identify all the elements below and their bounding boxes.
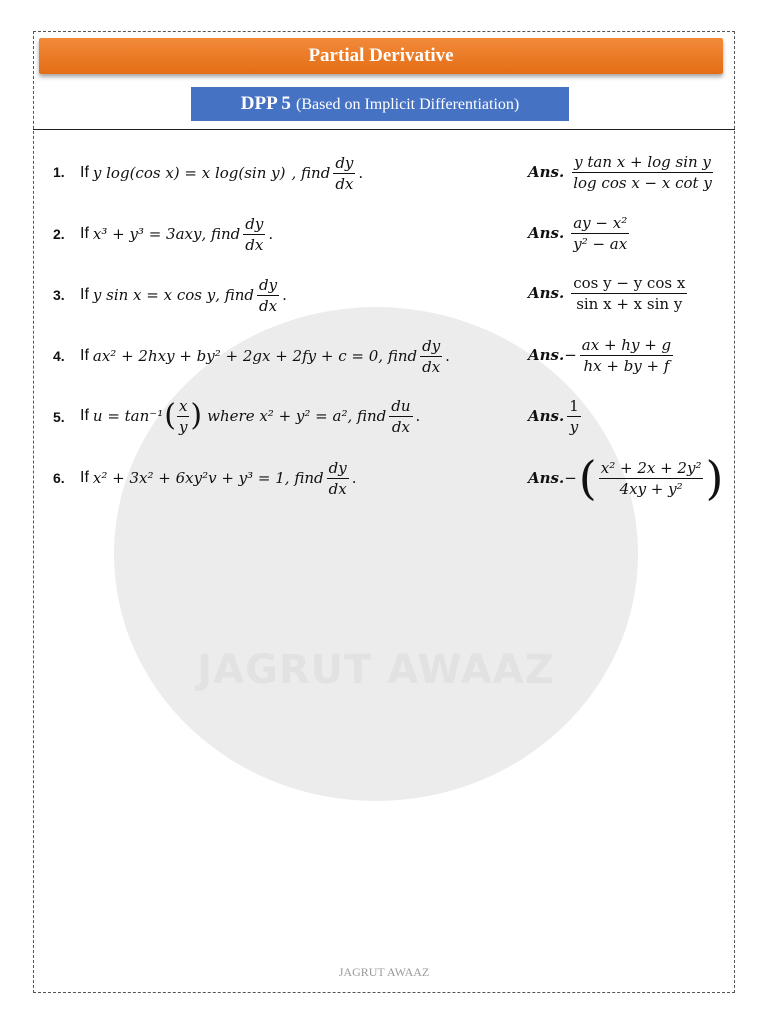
derivative-fraction bbox=[243, 215, 265, 254]
answer-label: Ans. bbox=[528, 284, 565, 302]
equation: x³ + y³ = 3axy bbox=[92, 225, 202, 243]
answer-3 bbox=[528, 270, 690, 316]
answer-4 bbox=[528, 332, 676, 378]
question-number: 3. bbox=[53, 287, 65, 303]
question-1 bbox=[80, 151, 363, 195]
question-4 bbox=[80, 334, 450, 378]
fraction-numerator: du bbox=[391, 396, 411, 415]
answer-fraction bbox=[571, 153, 714, 192]
answer-1 bbox=[528, 149, 717, 195]
fraction-numerator: dy bbox=[422, 336, 441, 355]
answer-label: Ans. bbox=[528, 407, 565, 425]
period: . bbox=[351, 469, 357, 487]
fraction-denominator: dx bbox=[245, 235, 264, 254]
fraction-numerator: x bbox=[178, 396, 188, 415]
answer-label: Ans. bbox=[528, 163, 565, 181]
question-5 bbox=[80, 393, 420, 439]
fraction-numerator: dy bbox=[259, 275, 278, 294]
question-3 bbox=[80, 273, 287, 317]
fraction-denominator: y bbox=[569, 417, 579, 436]
answer-5 bbox=[528, 393, 584, 439]
fraction-denominator: dx bbox=[328, 479, 347, 498]
fraction-denominator: dx bbox=[259, 296, 278, 315]
question-number: 2. bbox=[53, 226, 65, 242]
if-label: If bbox=[80, 225, 89, 242]
answer-6 bbox=[528, 452, 725, 504]
answer-2 bbox=[528, 210, 632, 256]
find-label: , find bbox=[215, 286, 255, 304]
right-paren: ) bbox=[705, 451, 724, 505]
question-number: 5. bbox=[53, 409, 65, 425]
fraction-denominator: y² − ax bbox=[573, 234, 628, 253]
period: . bbox=[358, 164, 364, 182]
answer-fraction bbox=[571, 214, 629, 253]
derivative-fraction bbox=[257, 276, 279, 315]
equation: y sin x = x cos y bbox=[92, 286, 216, 304]
inner-fraction bbox=[177, 397, 189, 436]
derivative-fraction bbox=[333, 154, 355, 193]
find-label: , find bbox=[291, 164, 331, 182]
fraction-denominator: 4xy + y² bbox=[619, 479, 683, 498]
dpp-label: DPP 5 bbox=[240, 93, 291, 114]
left-paren: ( bbox=[578, 451, 597, 505]
fraction-denominator: dx bbox=[391, 417, 410, 436]
find-label: , find bbox=[347, 407, 387, 425]
find-label: , find bbox=[284, 469, 324, 487]
left-paren: ( bbox=[164, 398, 176, 433]
derivative-fraction bbox=[420, 337, 442, 376]
fraction-numerator: dy bbox=[335, 153, 354, 172]
answer-fraction bbox=[567, 397, 581, 436]
period: . bbox=[445, 347, 450, 365]
page-title: Partial Derivative bbox=[39, 38, 723, 74]
derivative-fraction bbox=[389, 397, 412, 436]
equation-suffix: where x² + y² = a² bbox=[207, 407, 348, 425]
fraction-numerator: ax + hy + g bbox=[581, 335, 672, 354]
dpp-subtitle: (Based on Implicit Differentiation) bbox=[296, 96, 520, 113]
answer-label: Ans. bbox=[528, 469, 565, 487]
question-number: 1. bbox=[53, 164, 65, 180]
right-paren: ) bbox=[190, 398, 203, 433]
answer-label: Ans. bbox=[528, 224, 565, 242]
fraction-numerator: y tan x + log sin y bbox=[574, 152, 711, 171]
period: . bbox=[415, 407, 421, 425]
answer-fraction bbox=[571, 274, 687, 313]
answer-fraction bbox=[580, 336, 673, 375]
answer-fraction bbox=[599, 459, 704, 498]
derivative-fraction bbox=[327, 459, 349, 498]
if-label: If bbox=[80, 407, 89, 424]
if-label: If bbox=[80, 347, 89, 364]
fraction-numerator: dy bbox=[245, 214, 264, 233]
question-6 bbox=[80, 456, 356, 500]
period: . bbox=[282, 286, 287, 304]
fraction-denominator: dx bbox=[335, 174, 354, 193]
header-divider bbox=[33, 129, 735, 130]
fraction-numerator: ay − x² bbox=[573, 213, 628, 232]
fraction-numerator: cos y − y cos x bbox=[573, 273, 686, 292]
question-number: 4. bbox=[53, 348, 65, 364]
find-label: , find bbox=[201, 225, 241, 243]
fraction-denominator: log cos x − x cot y bbox=[573, 173, 712, 192]
fraction-denominator: hx + by + f bbox=[583, 356, 670, 375]
fraction-denominator: dx bbox=[422, 357, 441, 376]
question-number: 6. bbox=[53, 470, 65, 486]
page-footer: JAGRUT AWAAZ bbox=[338, 965, 430, 979]
minus-sign: − bbox=[564, 346, 577, 364]
question-2 bbox=[80, 212, 273, 256]
watermark-text: JAGRUT AWAAZ bbox=[197, 647, 555, 693]
if-label: If bbox=[80, 286, 89, 303]
period: . bbox=[268, 225, 274, 243]
fraction-denominator: sin x + x sin y bbox=[576, 294, 683, 313]
if-label: If bbox=[80, 164, 89, 181]
if-label: If bbox=[80, 469, 89, 486]
equation: x² + 3x² + 6xy²v + y³ = 1 bbox=[92, 469, 285, 487]
find-label: , find bbox=[378, 347, 418, 365]
answer-label: Ans. bbox=[528, 346, 565, 364]
equation: ax² + 2hxy + by² + 2gx + 2fy + c = 0 bbox=[92, 347, 379, 365]
equation: y log(cos x) = x log(sin y) bbox=[92, 164, 286, 182]
fraction-denominator: y bbox=[178, 417, 188, 436]
equation-prefix: u = tan⁻¹ bbox=[92, 407, 164, 425]
minus-sign: − bbox=[564, 469, 577, 487]
fraction-numerator: dy bbox=[328, 458, 347, 477]
fraction-numerator: 1 bbox=[569, 396, 579, 415]
fraction-numerator: x² + 2x + 2y² bbox=[600, 458, 702, 477]
dpp-heading bbox=[191, 87, 569, 121]
